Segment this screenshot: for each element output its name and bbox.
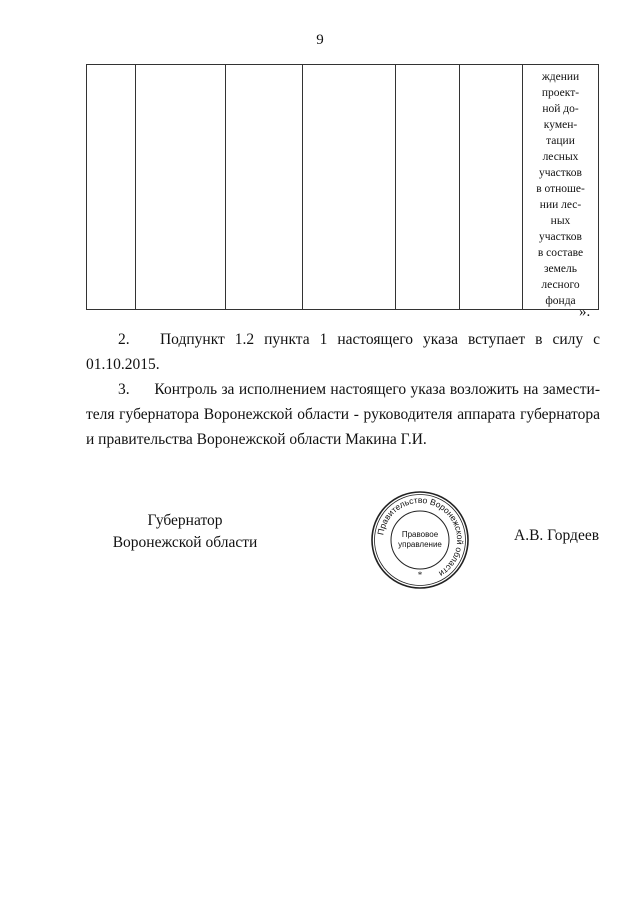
paragraph-number: 3. [118,381,130,398]
word: силу [552,331,584,348]
word: руководителя [363,406,453,423]
cell-line: фонда [545,295,576,307]
cell-line: лесного [541,279,580,291]
cell-line: кумен- [543,119,578,131]
word: 1 [319,331,328,348]
word: указа [410,381,446,398]
word: области [297,406,350,423]
paragraph-3-line-3: и правительства Воронежской области Макина Г.И. [86,431,427,448]
word: губернатора [520,406,600,423]
page-number: 9 [316,32,324,48]
word: указа [423,331,458,348]
word: настоящего [337,331,414,348]
word: на [523,381,539,398]
closing-quote: ». [579,304,591,320]
cell-line: участков [539,231,582,243]
paragraph-3-line-1 [86,377,600,402]
cell-line: земель [543,263,577,275]
cell-line: проект- [541,87,580,99]
word: пункта [264,331,310,348]
paragraph-2-line-2: 01.10.2015. [86,356,160,373]
cell-line: тации [546,135,575,147]
word: исполнением [238,381,327,398]
table-cell-4 [303,65,396,310]
table-cell-3 [226,65,303,310]
word: Воронежской [203,406,293,423]
cell-line: лесных [542,151,579,163]
cell-line: ных [550,215,571,227]
cell-line: ждении [541,71,580,83]
position-line-1: Губернатор [147,512,223,529]
cell-line: участков [539,167,582,179]
table-cell-2 [136,65,226,310]
cell-line: ной до- [542,103,579,115]
word: настоящего [330,381,407,398]
paragraph-number: 2. [118,331,130,348]
paragraph-3-line-2 [86,402,600,427]
signatory-position [100,510,270,554]
stamp-center-line-1: Правовое [401,530,439,539]
stamp-star: * [417,570,423,580]
word: в [535,331,543,348]
word: теля [86,406,115,423]
word: с [593,331,600,348]
cell-line: нии лес- [539,199,582,211]
word: за [221,381,235,398]
stamp-center-text [392,530,448,550]
table-row [87,65,599,310]
continuation-table [86,64,599,310]
table-cell-1 [87,65,136,310]
word: губернатора [119,406,200,423]
word: - [353,406,359,423]
word: Подпункт [159,331,225,348]
cell-line: в составе [537,247,584,259]
word: замести- [542,381,600,398]
table-cell-5 [396,65,460,310]
word: возложить [449,381,519,398]
word: 1.2 [234,331,255,348]
stamp-center-line-2: управление [398,540,442,549]
cell-text [523,69,598,309]
table-cell-7 [523,65,599,310]
word: Контроль [154,381,218,398]
table-cell-6 [460,65,523,310]
official-stamp [370,490,470,590]
paragraph-2-line-1 [86,327,600,352]
signatory-name: А.В. Гордеев [514,527,600,544]
word: аппарата [457,406,516,423]
stamp-ring-text: Правительство Воронежской области [375,494,466,579]
position-line-2: Воронежской области [112,534,258,551]
word: вступает [467,331,526,348]
cell-line: в отноше- [536,183,585,195]
